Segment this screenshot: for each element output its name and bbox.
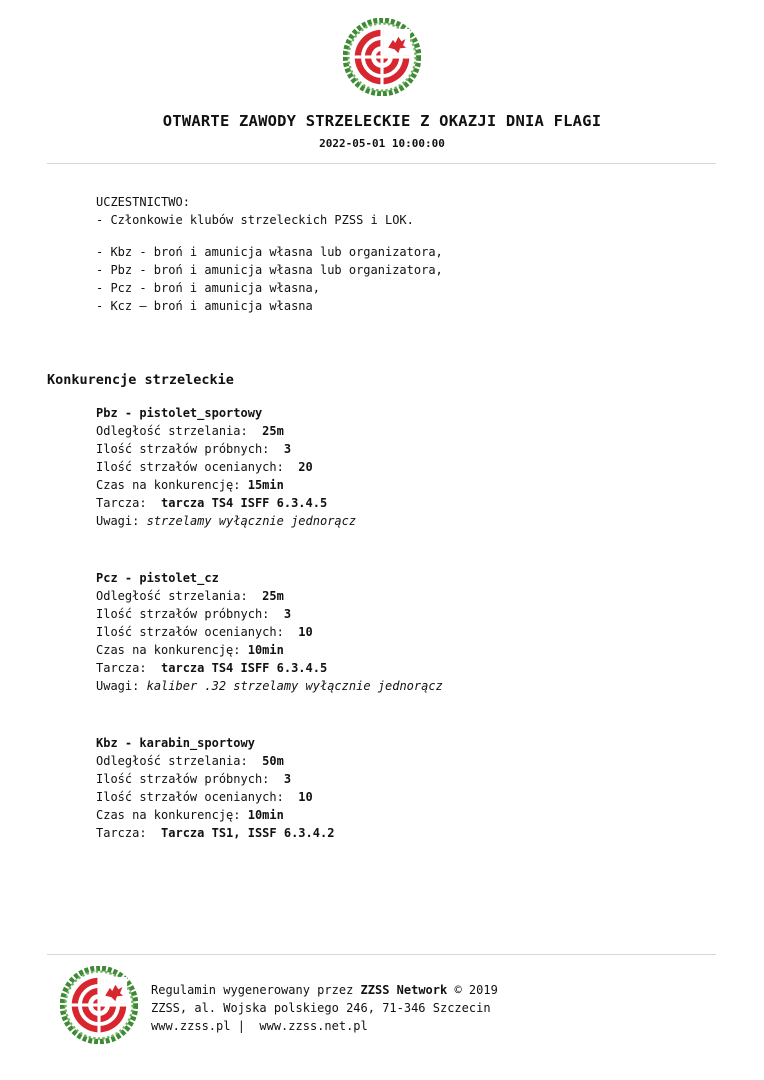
target-label: Tarcza: bbox=[96, 826, 147, 840]
time-label: Czas na konkurencję: bbox=[96, 808, 241, 822]
scored-shots-label: Ilość strzałów ocenianych: bbox=[96, 460, 284, 474]
weapon-rule-item: - Kcz – broń i amunicja własna bbox=[96, 299, 313, 313]
weapon-rule-item: - Pbz - broń i amunicja własna lub organizatora, bbox=[96, 263, 443, 277]
target-value: tarcza TS4 ISFF 6.3.4.5 bbox=[161, 496, 328, 510]
distance-row bbox=[96, 587, 284, 605]
time-row bbox=[96, 806, 284, 824]
target-value: tarcza TS4 ISFF 6.3.4.5 bbox=[161, 661, 328, 675]
trial-shots-value: 3 bbox=[283, 772, 292, 786]
notes-label: Uwagi: bbox=[96, 679, 140, 693]
trial-shots-row bbox=[96, 440, 291, 458]
trial-shots-label: Ilość strzałów próbnych: bbox=[96, 607, 270, 621]
event-datetime: 2022-05-01 10:00:00 bbox=[319, 137, 445, 150]
target-row bbox=[96, 824, 334, 842]
distance-label: Odległość strzelania: bbox=[96, 424, 248, 438]
distance-label: Odległość strzelania: bbox=[96, 589, 248, 603]
participation-heading: UCZESTNICTWO: bbox=[96, 195, 190, 209]
competition-name: Pbz - pistolet_sportowy bbox=[96, 406, 263, 420]
footer-generated-line bbox=[151, 981, 498, 999]
target-value: Tarcza TS1, ISSF 6.3.4.2 bbox=[161, 826, 335, 840]
trial-shots-row bbox=[96, 770, 291, 788]
distance-label: Odległość strzelania: bbox=[96, 754, 248, 768]
footer-brand: ZZSS Network bbox=[360, 983, 448, 997]
participation-text: - Członkowie klubów strzeleckich PZSS i LOK. bbox=[96, 213, 414, 227]
time-row bbox=[96, 476, 284, 494]
time-label: Czas na konkurencję: bbox=[96, 643, 241, 657]
trial-shots-value: 3 bbox=[283, 442, 292, 456]
scored-shots-label: Ilość strzałów ocenianych: bbox=[96, 790, 284, 804]
scored-shots-value: 20 bbox=[298, 460, 313, 474]
footer-links[interactable]: www.zzss.pl | www.zzss.net.pl bbox=[151, 1019, 368, 1033]
distance-row bbox=[96, 422, 284, 440]
distance-value: 50m bbox=[262, 754, 284, 768]
distance-value: 25m bbox=[262, 424, 284, 438]
footer-divider bbox=[47, 954, 716, 955]
time-row bbox=[96, 641, 284, 659]
scored-shots-label: Ilość strzałów ocenianych: bbox=[96, 625, 284, 639]
time-value: 10min bbox=[247, 643, 284, 657]
section-heading: Konkurencje strzeleckie bbox=[47, 372, 234, 388]
target-row bbox=[96, 659, 327, 677]
competition-name: Kbz - karabin_sportowy bbox=[96, 736, 255, 750]
trial-shots-label: Ilość strzałów próbnych: bbox=[96, 772, 270, 786]
scored-shots-row bbox=[96, 788, 313, 806]
target-row bbox=[96, 494, 327, 512]
weapon-rule-item: - Kbz - broń i amunicja własna lub organizatora, bbox=[96, 245, 443, 259]
trial-shots-label: Ilość strzałów próbnych: bbox=[96, 442, 270, 456]
notes-label: Uwagi: bbox=[96, 514, 140, 528]
trial-shots-row bbox=[96, 605, 291, 623]
competition-name: Pcz - pistolet_cz bbox=[96, 571, 219, 585]
footer-address: ZZSS, al. Wojska polskiego 246, 71-346 Szczecin bbox=[151, 1001, 491, 1015]
distance-value: 25m bbox=[262, 589, 284, 603]
club-emblem-logo bbox=[343, 18, 421, 96]
scored-shots-row bbox=[96, 458, 313, 476]
scored-shots-value: 10 bbox=[298, 625, 313, 639]
notes-value: strzelamy wyłącznie jednorącz bbox=[146, 514, 357, 528]
trial-shots-value: 3 bbox=[283, 607, 292, 621]
time-label: Czas na konkurencję: bbox=[96, 478, 241, 492]
target-label: Tarcza: bbox=[96, 661, 147, 675]
footer-generated-prefix: Regulamin wygenerowany przez bbox=[151, 983, 361, 997]
club-emblem-logo bbox=[60, 966, 138, 1044]
scored-shots-row bbox=[96, 623, 313, 641]
footer-copyright: © 2019 bbox=[447, 983, 498, 997]
page-title: OTWARTE ZAWODY STRZELECKIE Z OKAZJI DNIA FLAGI bbox=[162, 112, 602, 130]
notes-value: kaliber .32 strzelamy wyłącznie jednorącz bbox=[146, 679, 443, 693]
scored-shots-value: 10 bbox=[298, 790, 313, 804]
notes-row bbox=[96, 512, 356, 530]
time-value: 15min bbox=[247, 478, 284, 492]
weapon-rule-item: - Pcz - broń i amunicja własna, bbox=[96, 281, 320, 295]
divider bbox=[47, 163, 716, 164]
time-value: 10min bbox=[247, 808, 284, 822]
notes-row bbox=[96, 677, 443, 695]
target-label: Tarcza: bbox=[96, 496, 147, 510]
distance-row bbox=[96, 752, 284, 770]
